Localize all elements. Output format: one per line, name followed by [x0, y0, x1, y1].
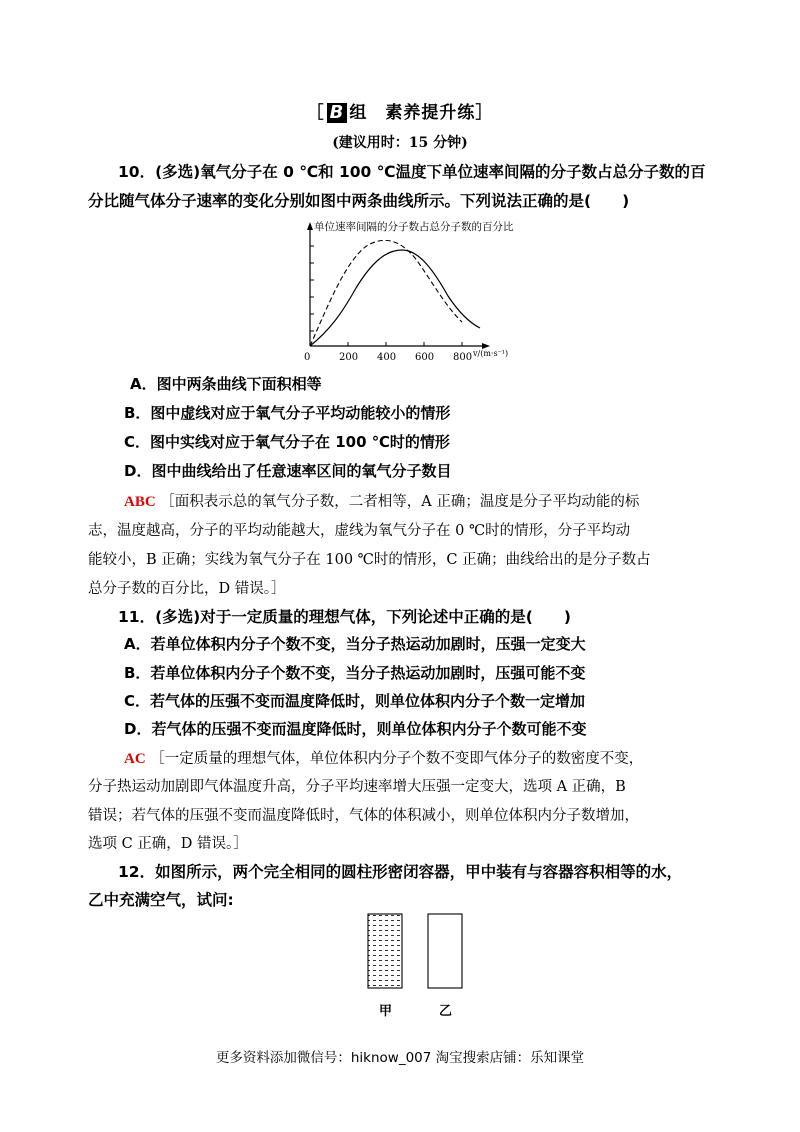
q11-explanation-4: 选项 C 正确，D 错误。］ — [88, 836, 248, 852]
group-b-badge: B — [327, 103, 348, 123]
q11-explanation-2: 分子热运动加剧即气体温度升高，分子平均速率增大压强一定变大，选项 A 正确，B — [88, 779, 626, 795]
dashed-curve-0c — [310, 240, 462, 346]
q11-answer-line1 — [124, 747, 643, 768]
bracket-left: ［ — [306, 103, 325, 123]
section-header — [0, 98, 800, 123]
q11-explanation-1: ［一定质量的理想气体，单位体积内分子个数不变即气体分子的数密度不变， — [150, 751, 644, 767]
origin-label: 0 — [304, 352, 311, 363]
containers-figure — [360, 908, 470, 1020]
q10-explanation-3: 能较小，B 正确；实线为氧气分子在 100 ℃时的情形，C 正确；曲线给出的是分子数占 — [88, 552, 651, 568]
container-jia-water — [368, 914, 402, 988]
container-yi-air — [428, 914, 462, 988]
q10-line1: 10．(多选)氧气分子在 0 ℃和 100 ℃温度下单位速率间隔的分子数占总分子数的百 — [118, 163, 706, 181]
q11-answer-key: AC — [124, 751, 146, 767]
tick-400: 400 — [377, 352, 397, 363]
q11-explanation-3: 错误；若气体的压强不变而温度降低时，气体的体积减小，则单位体积内分子数增加， — [88, 808, 639, 824]
q11-option-c: C．若气体的压强不变而温度降低时，则单位体积内分子个数一定增加 — [124, 692, 586, 710]
bracket-right: ］ — [475, 103, 494, 123]
q11-option-b: B．若单位体积内分子个数不变，当分子热运动加剧时，压强可能不变 — [124, 664, 586, 682]
q10-option-c: C．图中实线对应于氧气分子在 100 ℃时的情形 — [124, 433, 450, 451]
q10-answer-key: ABC — [124, 494, 156, 510]
q10-option-d: D．图中曲线给出了任意速率区间的氧气分子数目 — [124, 462, 452, 480]
q11-line1: 11．(多选)对于一定质量的理想气体，下列论述中正确的是( ) — [118, 608, 571, 626]
q10-explanation-1: ［面积表示总的氧气分子数，二者相等，A 正确；温度是分子平均动能的标 — [160, 494, 640, 510]
tick-600: 600 — [415, 352, 435, 363]
x-axis-unit: v/(m·s⁻¹) — [473, 349, 509, 358]
q10-option-a: A．图中两条曲线下面积相等 — [130, 375, 322, 393]
footer-note: 更多资料添加微信号：hiknow_007 淘宝搜索店铺：乐知课堂 — [215, 1050, 585, 1066]
q12-line1: 12．如图所示，两个完全相同的圆柱形密闭容器，甲中装有与容器容积相等的水， — [118, 863, 683, 881]
label-yi: 乙 — [439, 1004, 453, 1019]
y-arrow — [307, 222, 313, 230]
q10-option-b: B．图中虚线对应于氧气分子平均动能较小的情形 — [124, 404, 451, 422]
q10-explanation-2: 志，温度越高，分子的平均动能越大，虚线为氧气分子在 0 ℃时的情形，分子平均动 — [88, 523, 631, 539]
y-ticks — [310, 246, 314, 331]
q10-explanation-4: 总分子数的百分比，D 错误。］ — [88, 581, 286, 597]
q10-answer-line1 — [124, 490, 639, 511]
tick-200: 200 — [339, 352, 359, 363]
q11-option-d: D．若气体的压强不变而温度降低时，则单位体积内分子个数可能不变 — [124, 720, 587, 738]
time-hint: (建议用时：15 分钟) — [332, 135, 468, 151]
label-jia: 甲 — [379, 1004, 393, 1019]
section-title: 组 素养提升练 — [349, 103, 476, 123]
solid-curve-100c — [310, 250, 480, 346]
distribution-figure — [290, 218, 520, 364]
q12-line2: 乙中充满空气，试问: — [88, 891, 234, 909]
q10-line2: 分比随气体分子速率的变化分别如图中两条曲线所示。下列说法正确的是( ) — [88, 192, 630, 210]
y-axis-label: 单位速率间隔的分子数占总分子数的百分比 — [314, 221, 514, 233]
tick-800: 800 — [453, 352, 473, 363]
q11-option-a: A．若单位体积内分子个数不变，当分子热运动加剧时，压强一定变大 — [124, 635, 586, 653]
x-ticks — [348, 342, 462, 346]
